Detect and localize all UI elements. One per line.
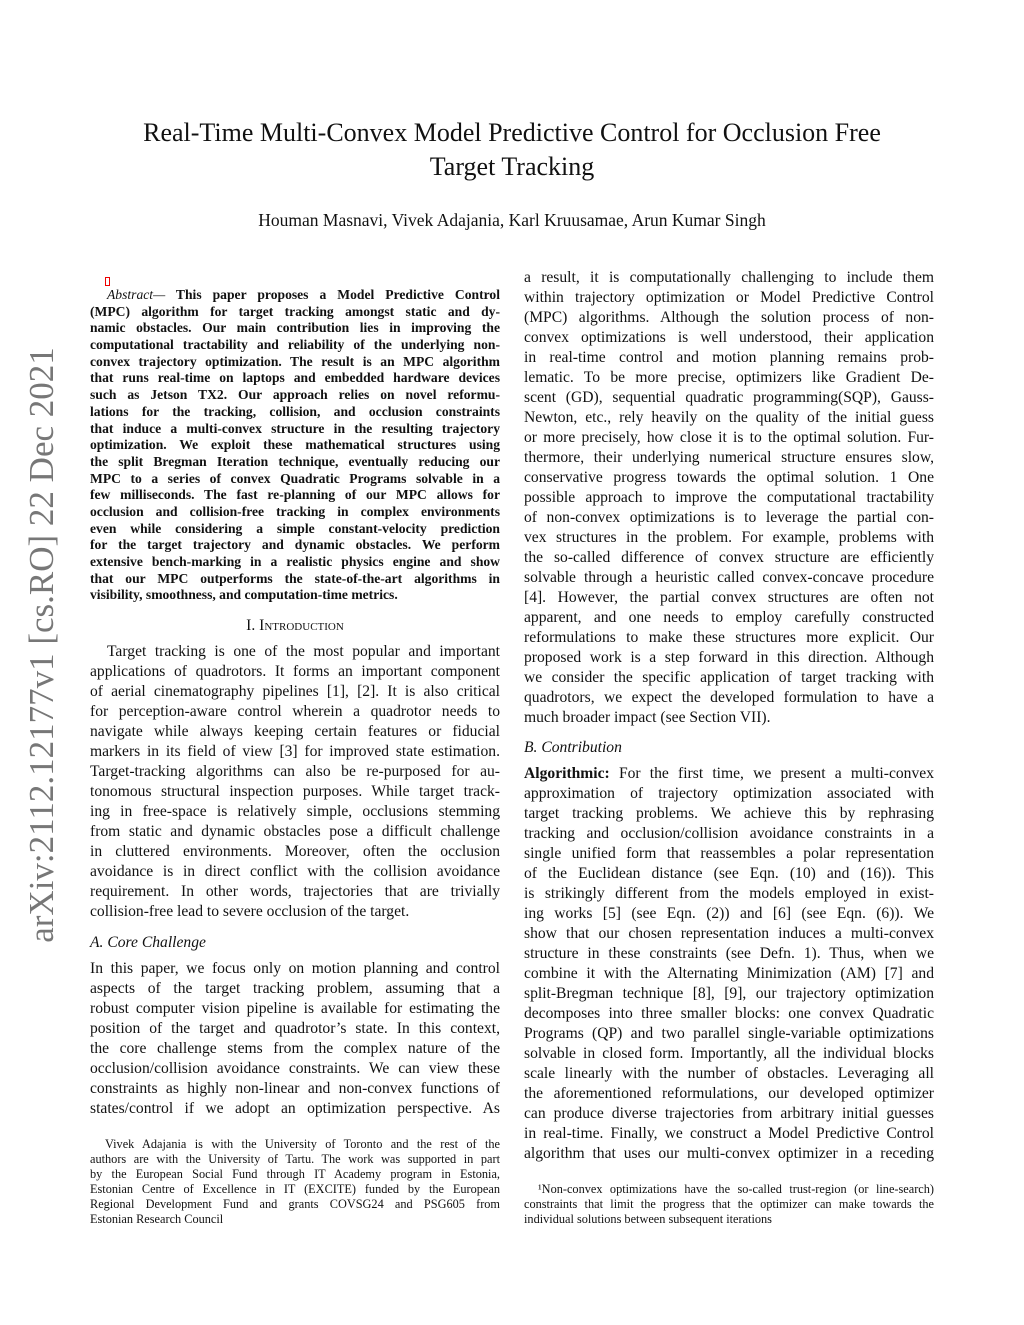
text-line: individual solutions between subsequent iterations bbox=[524, 1212, 772, 1226]
text-line: ing works [5] (see Eqn. (2)) and [6] (see Eqn. (6)). We bbox=[524, 905, 934, 922]
text-line: quadrotors, we expect the developed formulation to have a bbox=[524, 689, 934, 706]
text-line-rest: For the first time, we present a multi-convex bbox=[609, 765, 934, 782]
text-line: Estonian Research Council bbox=[90, 1212, 224, 1226]
text-line: target tracking problems. We achieve this by rephrasing bbox=[524, 805, 934, 822]
footnote-1 bbox=[524, 1182, 934, 1227]
text-line: for perception-aware control wherein a quadrotor needs to bbox=[90, 703, 500, 720]
text-line: structure in these constraints (see Defn. 1). Thus, when we bbox=[524, 945, 934, 962]
text-line: lematic. To be more precise, optimizers like Gradient De- bbox=[524, 369, 934, 386]
text-line: even while considering a simple constant-velocity prediction bbox=[90, 520, 500, 536]
link-marker bbox=[105, 277, 110, 286]
text-line: we consider the specific application of target tracking with bbox=[524, 669, 934, 686]
text-line: namic obstacles. Our main contribution lies in improving the bbox=[90, 320, 500, 336]
text-line: In this paper, we focus only on motion planning and control bbox=[90, 960, 500, 977]
text-line: that induce a multi-convex structure in the resulting trajectory bbox=[90, 420, 500, 436]
text-line: is strikingly different from the models employed in exist- bbox=[524, 885, 934, 902]
abstract-label: Abstract— bbox=[107, 287, 166, 302]
text-line: conservative progress towards the optimal solution. 1 One bbox=[524, 469, 934, 486]
text-line: show that our chosen representation induces a multi-convex bbox=[524, 925, 934, 942]
text-line: computational tractability and reliability of the underlying non- bbox=[90, 337, 500, 353]
text-line bbox=[90, 287, 500, 304]
text-line: the aforementioned reformulations, our developed optimizer bbox=[524, 1085, 934, 1102]
text-line: in real-time. Finally, we construct a Model Predictive Control bbox=[524, 1125, 934, 1142]
text-line: markers in its field of view [3] for improved state estimation. bbox=[90, 743, 500, 760]
text-line: approximation of trajectory optimization associated with bbox=[524, 785, 934, 802]
text-line: vex structures in the problem. For example, problems with bbox=[524, 529, 934, 546]
text-line: in cluttered environments. Moreover, often the occlusion bbox=[90, 843, 500, 860]
text-line: convex trajectory optimization. The result is an MPC algorithm bbox=[90, 353, 500, 369]
text-line: that runs real-time on laptops and embedded hardware devices bbox=[90, 370, 500, 386]
text-line: of the Euclidean distance (see Eqn. (10) and (16)). This bbox=[524, 865, 934, 882]
text-line: occlusion and collision-free tracking in complex environments bbox=[90, 503, 500, 519]
text-line: single unified form that reassembles a polar representation bbox=[524, 845, 934, 862]
text-line: within trajectory optimization or Model Predictive Control bbox=[524, 289, 934, 306]
text-line: of non-convex optimizations is to leverage the partial con- bbox=[524, 509, 934, 526]
title-line: Target Tracking bbox=[429, 152, 595, 181]
text-line: robust computer vision pipeline is available for estimating the bbox=[90, 1000, 500, 1017]
text-line: states/control if we adopt an optimization perspective. As bbox=[90, 1100, 500, 1117]
introduction-paragraph bbox=[90, 642, 500, 922]
text-line: decomposes into three smaller blocks: one convex Quadratic bbox=[524, 1005, 934, 1022]
text-line: by the European Social Fund through IT Academy program in Estonia, bbox=[90, 1167, 500, 1181]
section-title: Introduction bbox=[259, 617, 344, 634]
section-number: I. bbox=[246, 617, 260, 634]
affiliation-footnote bbox=[90, 1137, 500, 1227]
text-line: requirement. In other words, trajectories that are trivially bbox=[90, 883, 500, 900]
text-line: such as Jetson TX2. Our approach relies on novel reformu- bbox=[90, 387, 500, 403]
text-line: possible approach to improve the computational tractability bbox=[524, 489, 934, 506]
text-line: avoidance is in direct conflict with the collision avoidance bbox=[90, 863, 500, 880]
text-line: Target-tracking algorithms can also be re-purposed for au- bbox=[90, 763, 500, 780]
text-line: for the target trajectory and dynamic obstacles. We perform bbox=[90, 537, 500, 553]
text-line: from static and dynamic obstacles pose a difficult challenge bbox=[90, 823, 500, 840]
text-line: in real-time control and motion planning remains prob- bbox=[524, 349, 934, 366]
text-line: ¹Non-convex optimizations have the so-called trust-region (or line-search) bbox=[538, 1182, 934, 1196]
text-line: lations for the tracking, collision, and occlusion constraints bbox=[90, 403, 500, 419]
text-line: Newton, etc., rely heavily on the quality of the initial guess bbox=[524, 409, 934, 426]
text-line: a result, it is computationally challenging to include them bbox=[524, 269, 934, 286]
text-line: (MPC) algorithms. Although the solution process of non- bbox=[524, 309, 934, 326]
text-line: applications of quadrotors. It forms an important component bbox=[90, 663, 500, 680]
text-line: split-Bregman technique [8], [9], our trajectory optimization bbox=[524, 985, 934, 1002]
text-line: aspects of the target tracking problem, assuming that a bbox=[90, 980, 500, 997]
text-line: thermore, their underlying numerical structure ensures slow, bbox=[524, 449, 934, 466]
text-line: the split Bregman Iteration technique, eventually reducing our bbox=[90, 453, 500, 469]
text-line: occlusion/collision avoidance constraints. We can view these bbox=[90, 1060, 500, 1077]
text-line: few milliseconds. The fast re-planning of our MPC allows for bbox=[90, 487, 500, 503]
text-line: solvable in closed form. Importantly, all the individual blocks bbox=[524, 1045, 934, 1062]
text-line: the core challenge stems from the complex nature of the bbox=[90, 1040, 500, 1057]
text-line: [4]. However, the partial convex structures are often not bbox=[524, 589, 934, 606]
text-line: navigate while always keeping certain features or fiducial bbox=[90, 723, 500, 740]
text-line: Programs (QP) and two parallel single-variable optimizations bbox=[524, 1025, 934, 1042]
text-line: collision-free lead to severe occlusion of the target. bbox=[90, 903, 410, 920]
right-column-paragraph bbox=[524, 268, 934, 728]
text-line: of aerial cinematography pipelines [1], [2]. It is also critical bbox=[90, 683, 500, 700]
text-line: convex optimizations is well understood, their application bbox=[524, 329, 934, 346]
authors: Houman Masnavi, Vivek Adajania, Karl Kruusamae, Arun Kumar Singh bbox=[258, 210, 766, 230]
text-line: can produce diverse trajectories from arbitrary initial guesses bbox=[524, 1105, 934, 1122]
text-line: Vivek Adajania is with the University of Toronto and the rest of the bbox=[105, 1137, 500, 1151]
subsection-heading-core-challenge: A. Core Challenge bbox=[90, 934, 206, 951]
text-line: authors are with the University of Tartu. The work was supported in part bbox=[90, 1152, 500, 1166]
text-line: scale linearly with the number of obstacles. Leveraging all bbox=[524, 1065, 934, 1082]
text-line: constraints as highly non-linear and non-convex functions of bbox=[90, 1080, 500, 1097]
text-line: the so-called difference of convex structure are efficiently bbox=[524, 549, 934, 566]
text-line-rest: This paper proposes a Model Predictive Control bbox=[165, 287, 500, 302]
contribution-paragraph bbox=[524, 764, 934, 1164]
text-line: Regional Development Fund and grants COVSG24 and PSG605 from bbox=[90, 1197, 500, 1211]
text-line: MPC to a series of convex Quadratic Programs solvable in a bbox=[90, 470, 500, 486]
core-challenge-paragraph bbox=[90, 959, 500, 1119]
text-line: reformulations to make these structures more explicit. Our bbox=[524, 629, 934, 646]
text-line: tracking and occlusion/collision avoidance constraints in a bbox=[524, 825, 934, 842]
text-line: Estonian Centre of Excellence in IT (EXCITE) funded by the European bbox=[90, 1182, 500, 1196]
subsection-heading-contribution: B. Contribution bbox=[524, 739, 622, 756]
text-line: extensive bench-marking in a realistic physics engine and show bbox=[90, 554, 500, 569]
text-line: Target tracking is one of the most popular and important bbox=[107, 643, 500, 660]
section-heading-introduction bbox=[90, 617, 500, 635]
arxiv-identifier: arXiv:2112.12177v1 [cs.RO] 22 Dec 2021 bbox=[22, 347, 61, 943]
text-line: (MPC) algorithm for target tracking amongst static and dy- bbox=[90, 303, 500, 319]
contribution-label: Algorithmic: bbox=[524, 765, 610, 782]
text-line: ing in free-space is relatively simple, occlusions stemming bbox=[90, 803, 500, 820]
text-line: much broader impact (see Section VII). bbox=[524, 709, 771, 726]
text-line: solvable through a heuristic called convex-concave procedure bbox=[524, 569, 934, 586]
text-line: tonomous structural inspection purposes. While target track- bbox=[90, 783, 500, 800]
text-line: combine it with the Alternating Minimization (AM) [7] and bbox=[524, 965, 934, 982]
abstract bbox=[90, 287, 500, 604]
text-line: that our MPC outperforms the state-of-the-art algorithms in bbox=[90, 570, 500, 586]
text-line: scent (GD), sequential quadratic programming(SQP), Gauss- bbox=[524, 389, 934, 406]
text-line: constraints that limit the progress that the optimizer can make towards the bbox=[524, 1197, 934, 1211]
text-line: or more precisely, how close it is to the optimal solution. Fur- bbox=[524, 429, 934, 446]
text-line: visibility, smoothness, and computation-time metrics. bbox=[90, 587, 398, 603]
paper-title bbox=[0, 116, 1024, 184]
text-line: proposed work is a step forward in this direction. Although bbox=[524, 649, 934, 666]
text-line bbox=[524, 764, 934, 784]
text-line: algorithm that uses our multi-convex optimizer in a receding bbox=[524, 1145, 934, 1162]
text-line: position of the target and quadrotor’s state. In this context, bbox=[90, 1020, 500, 1037]
title-line: Real-Time Multi-Convex Model Predictive Control for Occlusion Free bbox=[143, 118, 881, 147]
text-line: optimization. We exploit these mathematical structures using bbox=[90, 437, 500, 453]
text-line: apparent, and one needs to employ carefully constructed bbox=[524, 609, 934, 626]
